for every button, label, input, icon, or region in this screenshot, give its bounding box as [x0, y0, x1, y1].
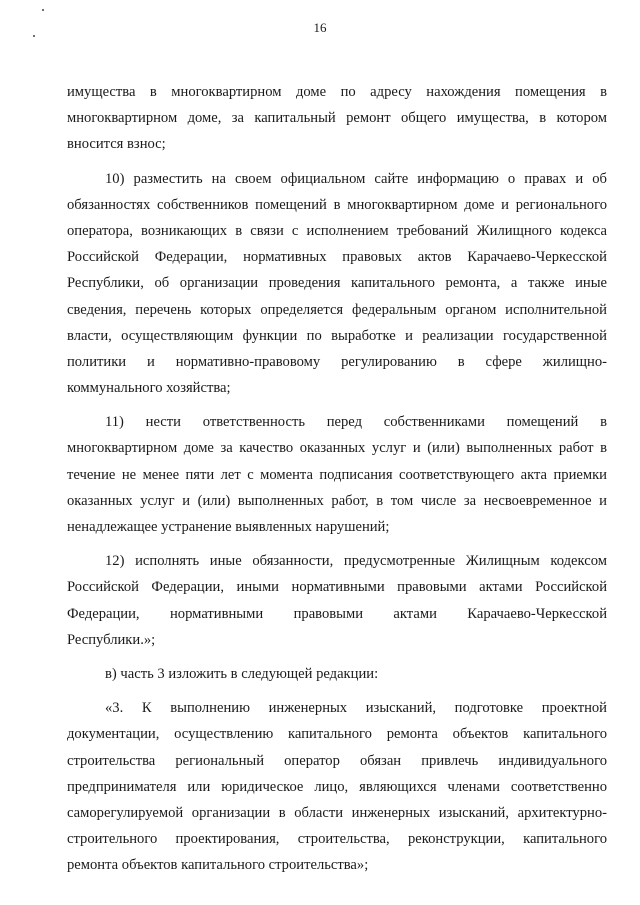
text-line: многоквартирном доме, за капитальный ремонт общего имущества, в котором: [67, 110, 607, 127]
text-line: Российской Федерации, нормативных правовых актов Карачаево-Черкесской: [67, 249, 607, 266]
paragraph: [67, 79, 607, 158]
page-number: 16: [313, 20, 327, 35]
paragraph: [67, 409, 607, 540]
text-line: имущества в многоквартирном доме по адресу нахождения помещения в: [67, 84, 607, 100]
scan-speck: [42, 9, 44, 11]
text-line: документации, осуществлению капитального ремонта объектов капитального: [67, 726, 607, 743]
text-line: Российской Федерации, иными нормативными правовыми актами Российской: [67, 579, 607, 596]
text-line: течение не менее пяти лет с момента подписания соответствующего акта приемки: [67, 466, 607, 483]
text-line: оператора, возникающих в связи с исполнением требований Жилищного кодекса: [67, 222, 607, 239]
text-line: Федерации, нормативными правовыми актами Карачаево-Черкесской: [67, 605, 607, 622]
paragraph: [67, 661, 607, 687]
text-line: ремонта объектов капитального строительства»;: [67, 857, 369, 874]
text-line: власти, осуществляющим функции по выработке и реализации государственной: [67, 327, 607, 344]
paragraph-spacing: [67, 540, 607, 548]
text-line: строительного проектирования, строительства, реконструкции, капитального: [67, 831, 607, 848]
text-line: 10) разместить на своем официальном сайте информацию о правах и об: [105, 170, 607, 187]
paragraph-spacing: [67, 158, 607, 166]
text-line: 11) нести ответственность перед собственниками помещений в: [105, 414, 607, 431]
text-line: многоквартирном доме за качество оказанных услуг и (или) выполненных работ в: [67, 440, 607, 457]
paragraph-spacing: [67, 653, 607, 661]
text-line: коммунального хозяйства;: [67, 380, 231, 397]
paragraph: [67, 166, 607, 402]
text-line: предпринимателя или юридическое лицо, являющихся членами соответственно: [67, 778, 607, 795]
text-line: вносится взнос;: [67, 136, 166, 153]
text-line: саморегулируемой организации в области инженерных изысканий, архитектурно-: [67, 804, 607, 821]
text-line: в) часть 3 изложить в следующей редакции:: [105, 665, 379, 682]
text-line: Республики.»;: [67, 631, 156, 648]
text-line: обязанностях собственников помещений в многоквартирном доме и регионального: [67, 196, 607, 213]
paragraph: [67, 548, 607, 653]
paragraph-spacing: [67, 687, 607, 695]
text-line: Республики, об организации проведения капитального ремонта, а также иные: [67, 275, 607, 292]
text-line: строительства региональный оператор обязан привлечь индивидуального: [67, 752, 607, 769]
paragraph: [67, 695, 607, 878]
text-line: политики и нормативно-правовому регулированию в сфере жилищно-: [67, 353, 607, 370]
text-line: ненадлежащее устранение выявленных нарушений;: [67, 519, 390, 535]
text-line: 12) исполнять иные обязанности, предусмотренные Жилищным кодексом: [105, 553, 607, 570]
text-line: оказанных услуг и (или) выполненных работ, в том числе за несвоевременное и: [67, 492, 607, 509]
paragraph-spacing: [67, 401, 607, 409]
text-line: сведения, перечень которых определяется федеральным органом исполнительной: [67, 301, 607, 318]
text-line: «3. К выполнению инженерных изысканий, подготовке проектной: [105, 700, 607, 717]
document-body: [67, 79, 607, 878]
